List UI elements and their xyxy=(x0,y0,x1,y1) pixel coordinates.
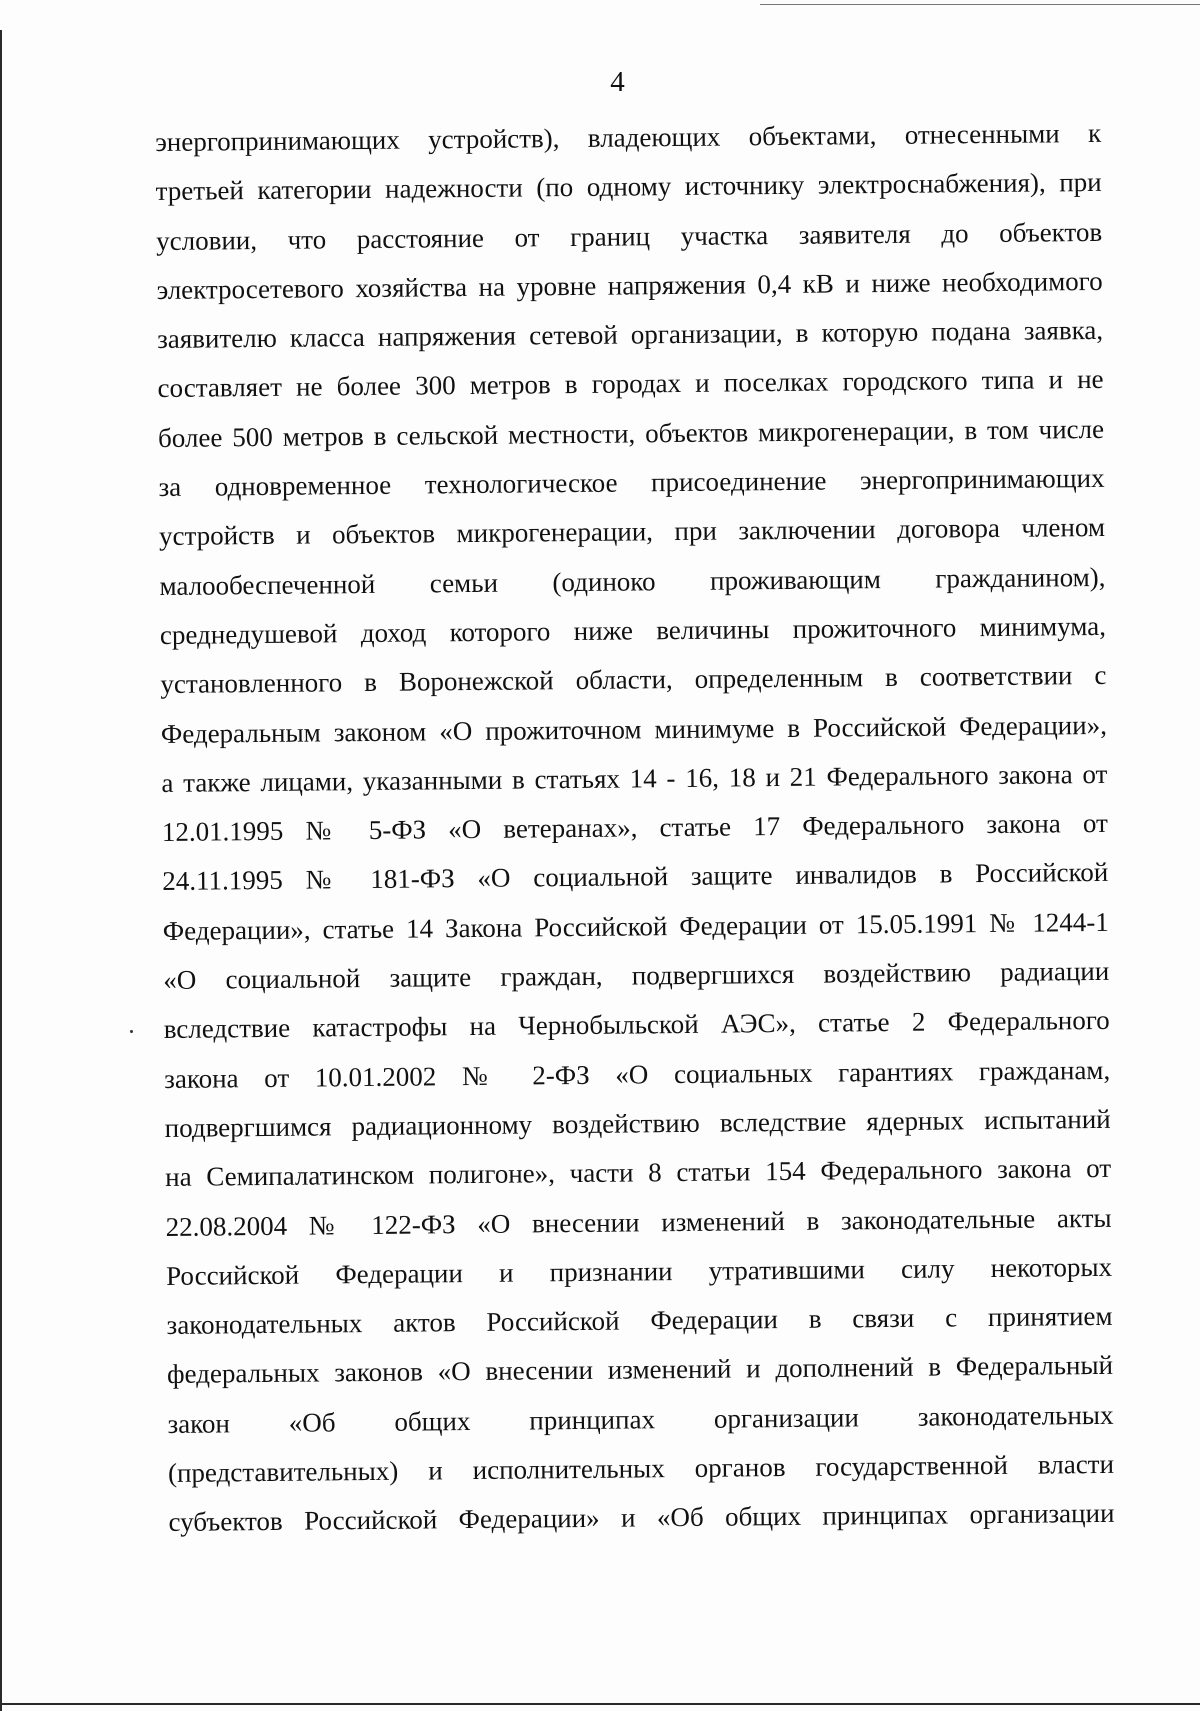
text-line: закона от 10.01.2002 № 2-ФЗ «О социальных гарантиях гражданам, xyxy=(164,1054,1111,1094)
text-line: более 500 метров в сельской местности, объектов микрогенерации, в том числе xyxy=(157,413,1105,453)
text-line: вследствие катастрофы на Чернобыльской АЭС», статье 2 Федерального xyxy=(163,1005,1110,1045)
text-line: энергопринимающих устройств), владеющих объектами, отнесенными к xyxy=(155,117,1102,157)
text-line: Федерации», статье 14 Закона Российской Федерации от 15.05.1991 № 1244-1 xyxy=(162,906,1109,946)
text-line: среднедушевой доход которого ниже величины прожиточного минимума, xyxy=(159,610,1107,650)
text-line: электросетевого хозяйства на уровне напряжения 0,4 кВ и ниже необходимого xyxy=(156,265,1103,305)
document-body xyxy=(155,109,1115,1548)
text-line: на Семипалатинском полигоне», части 8 статьи 154 Федерального закона от xyxy=(165,1153,1112,1193)
scan-edge-top xyxy=(760,4,1200,5)
scan-speck xyxy=(130,1030,133,1033)
text-line: установленного в Воронежской области, определенным в соответствии с xyxy=(160,660,1107,700)
text-line: а также лицами, указанными в статьях 14 - 16, 18 и 21 Федерального закона от xyxy=(161,758,1108,798)
text-line: (представительных) и исполнительных органов государственной власти xyxy=(167,1448,1115,1488)
scan-edge-bottom xyxy=(0,1703,1200,1705)
text-line: условии, что расстояние от границ участка заявителя до объектов xyxy=(156,216,1103,256)
text-line: малообеспеченной семьи (одиноко проживающим гражданином), xyxy=(159,561,1106,601)
text-line: «О социальной защите граждан, подвергшихся воздействию радиации xyxy=(163,955,1110,996)
text-line: 24.11.1995 № 181-ФЗ «О социальной защите инвалидов в Российской xyxy=(162,857,1109,897)
text-line: Российской Федерации и признании утратившими силу некоторых xyxy=(165,1251,1113,1291)
text-line: законодательных актов Российской Федерации в связи с принятием xyxy=(166,1300,1113,1341)
text-line: 12.01.1995 № 5-ФЗ «О ветеранах», статье 17 Федерального закона от xyxy=(161,808,1108,848)
text-line: третьей категории надежности (по одному источнику электроснабжения), при xyxy=(155,167,1102,207)
text-line: подвергшимся радиационному воздействию вследствие ядерных испытаний xyxy=(164,1103,1111,1143)
text-line: федеральных законов «О внесении изменений и дополнений в Федеральный xyxy=(166,1350,1114,1390)
page-number: 4 xyxy=(610,66,625,98)
text-line: Федеральным законом «О прожиточном минимуме в Российской Федерации», xyxy=(160,709,1108,749)
text-line: субъектов Российской Федерации» и «Об общих принципах организации xyxy=(168,1498,1115,1538)
text-line: составляет не более 300 метров в городах и поселках городского типа и не xyxy=(157,364,1104,404)
scan-edge-left xyxy=(0,30,2,1711)
text-line: 22.08.2004 № 122-ФЗ «О внесении изменений в законодательные акты xyxy=(165,1202,1112,1242)
text-line: за одновременное технологическое присоединение энергопринимающих xyxy=(158,462,1105,503)
text-line: закон «Об общих принципах организации законодательных xyxy=(167,1399,1114,1439)
text-line: устройств и объектов микрогенерации, при заключении договора членом xyxy=(158,512,1106,552)
text-line: заявителю класса напряжения сетевой организации, в которую подана заявка, xyxy=(156,315,1104,355)
